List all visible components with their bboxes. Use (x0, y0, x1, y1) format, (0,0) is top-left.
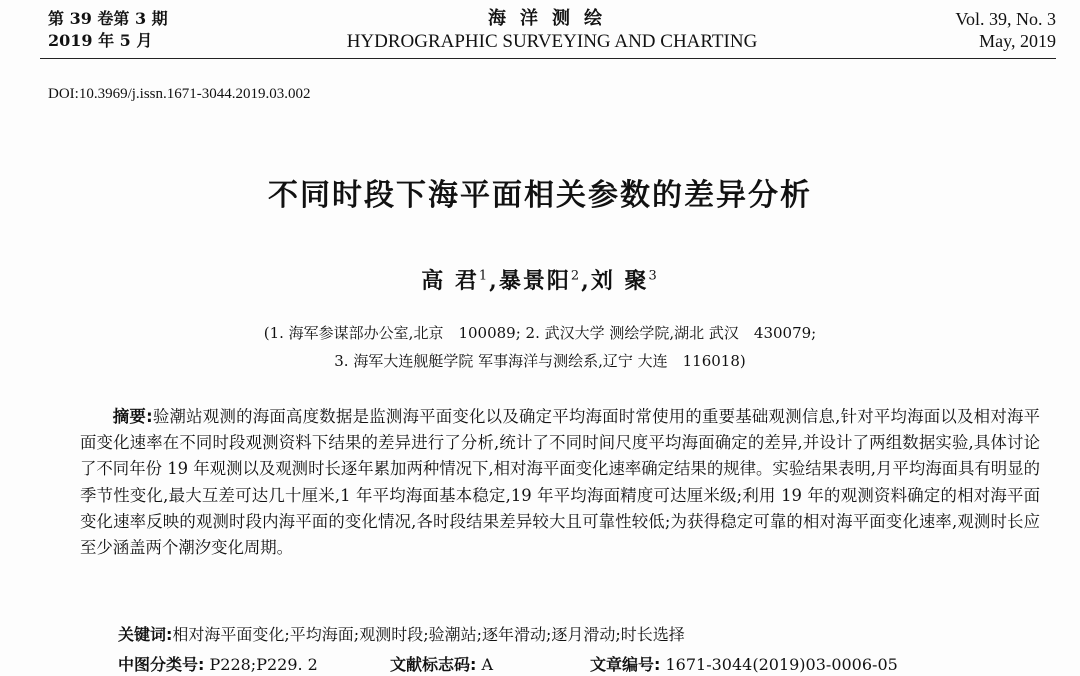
affiliation-line-2: 3. 海军大连舰艇学院 军事海洋与测绘系,辽宁 大连 116018) (334, 352, 746, 370)
clc-number (118, 652, 318, 675)
journal-name-en: HYDROGRAPHIC SURVEYING AND CHARTING (346, 31, 758, 52)
header-rule (40, 58, 1056, 59)
author-sup: 2 (570, 268, 582, 284)
clc-value: P228;P229. 2 (209, 655, 318, 674)
paper-title: 不同时段下海平面相关参数的差异分析 (268, 178, 812, 213)
author-sup: 1 (478, 268, 490, 284)
doi: DOI:10.3969/j.issn.1671-3044.2019.03.002 (48, 86, 311, 102)
author-sup: 3 (648, 268, 659, 284)
date-cn: 2019 年 5 月 (48, 31, 153, 50)
abstract (80, 404, 1040, 561)
header-right (955, 8, 1056, 52)
article-no-label: 文章编号: (590, 655, 661, 674)
article-number (590, 652, 898, 675)
journal-header (48, 8, 1056, 54)
volume-issue-cn: 第 39 卷第 3 期 (48, 9, 168, 28)
keywords-text: 相对海平面变化;平均海面;观测时段;验潮站;逐年滑动;逐月滑动;时长选择 (172, 625, 685, 644)
abstract-text: 验潮站观测的海面高度数据是监测海平面变化以及确定平均海面时常使用的重要基础观测信息,针对平均海面以及相对海平面变化速率在不同时段观测资料下结果的差异进行了分析,统计了不同时间尺度平均海面确定的差异,并设计了两组数据实验,具体讨论了不同年份 19 年观测以及观测时长逐年累加两种情况下,相对海平面变化速率确定结果的规律。实验结果表明,月平均海面具有明显的季节性变化,最大互差可达几十厘米,1 年平均海面基本稳定,19 年平均海面精度可达厘米级;利用 19 年的观测资料确定的相对海平面变化速率反映的观测时段内海平面的变化情况,各时段结果差异较大且可靠性较低;为获得稳定可靠的相对海平面变化速率,观测时长应至少涵盖两个潮汐变化周期。 (80, 407, 1040, 558)
author-name: 暴景阳 (498, 268, 571, 294)
document-code (390, 652, 493, 675)
journal-name-cn: 海洋测绘 (488, 8, 616, 29)
article-no-value: 1671-3044(2019)03-0006-05 (665, 655, 898, 674)
clc-label: 中图分类号: (118, 655, 205, 674)
author-name: 刘 聚 (590, 268, 649, 294)
author-list: 高 君$^1$,暴景阳$^2$,刘 聚$^3$ (421, 268, 659, 294)
affiliation-line-1: (1. 海军参谋部办公室,北京 100089; 2. 武汉大学 测绘学院,湖北 武汉 430079; (263, 324, 817, 342)
doc-code-value: A (481, 655, 494, 674)
keywords-label: 关键词: (118, 625, 173, 644)
header-center (48, 8, 1056, 54)
date-en: May, 2019 (979, 31, 1056, 51)
abstract-label: 摘要: (112, 407, 153, 426)
volume-issue-en: Vol. 39, No. 3 (955, 9, 1056, 29)
keywords (118, 622, 685, 645)
doc-code-label: 文献标志码: (390, 655, 477, 674)
author-name: 高 君 (421, 268, 479, 294)
